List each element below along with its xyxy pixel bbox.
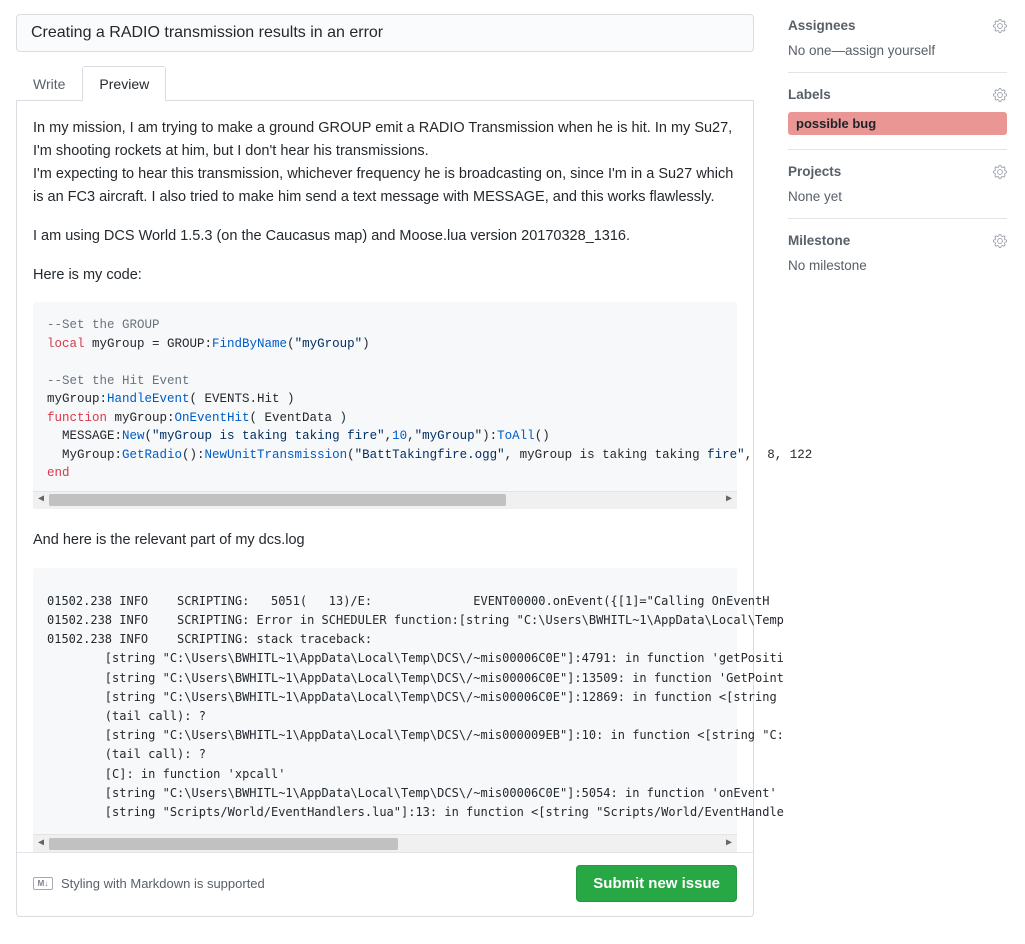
sidebar-section-assignees <box>788 18 1007 73</box>
sidebar-assignees-title: Assignees <box>788 18 856 33</box>
scroll-left-arrow-icon[interactable]: ◀ <box>37 494 45 506</box>
editor-tabs <box>16 66 754 101</box>
issue-body-preview <box>16 101 813 917</box>
code-block-lua <box>33 302 813 509</box>
sidebar-milestone-value: No milestone <box>788 258 867 273</box>
gear-icon[interactable] <box>993 234 1007 248</box>
preview-paragraph-1 <box>33 117 737 209</box>
sidebar-section-labels <box>788 87 1007 150</box>
gear-icon[interactable] <box>993 19 1007 33</box>
preview-paragraph-2: I am using DCS World 1.5.3 (on the Caucasus map) and Moose.lua version 20170328_1316. <box>33 227 630 244</box>
sidebar-projects-value: None yet <box>788 189 843 204</box>
sidebar-section-milestone <box>788 233 1007 287</box>
sidebar-projects-header <box>788 164 1007 179</box>
tab-preview[interactable]: Preview <box>82 66 166 101</box>
markdown-support-text: Styling with Markdown is supported <box>61 876 265 892</box>
preview-paragraph-4: And here is the relevant part of my dcs.log <box>33 531 305 548</box>
sidebar-assignees-value[interactable]: No one—assign yourself <box>788 43 936 58</box>
issue-title-input[interactable] <box>29 23 741 43</box>
sidebar-assignees-header <box>788 18 1007 33</box>
preview-paragraph-1-line-3: I'm expecting to hear this transmission, whichever frequency he is broadcasting on, since I'm in a Su27 which <box>33 165 734 182</box>
markdown-icon: M↓ <box>33 877 53 890</box>
submit-new-issue-button[interactable]: Submit new issue <box>576 865 737 902</box>
sidebar-section-projects <box>788 164 1007 219</box>
log-scroll-thumb[interactable] <box>49 838 398 850</box>
gear-icon[interactable] <box>993 165 1007 179</box>
preview-paragraph-3: Here is my code: <box>33 266 142 283</box>
code-block-lua-content: --Set the GROUP local myGroup = GROUP:FindByName("myGroup") --Set the Hit Event myGroup:HandleEvent( EVENTS.Hit ) function myGroup:OnEventHit( EventData ) MESSAGE:New("myGroup is taking taking fire",10,"myGroup"):ToAll() MyGroup:GetRadio():NewUnitTransmission("BattTakingfire.ogg", myGroup is taking taking fire", 8, 122 end <box>47 318 813 481</box>
preview-paragraph-1-line-4: is an FC3 aircraft. I also tried to make him send a text message with MESSAGE, and this works flawlessly. <box>33 188 715 205</box>
label-chip-possible-bug[interactable]: possible bug <box>788 112 1007 135</box>
code-block-lua-scrollbar[interactable] <box>33 491 737 509</box>
log-scroll-right-arrow-icon[interactable]: ▶ <box>725 837 733 849</box>
issue-sidebar <box>768 0 1025 944</box>
preview-paragraph-1-line-2: I'm shooting rockets at him, but I don't hear his transmissions. <box>33 142 429 159</box>
gear-icon[interactable] <box>993 88 1007 102</box>
markdown-support-note <box>33 876 265 891</box>
log-block-content: 01502.238 INFO SCRIPTING: 5051( 13)/E: EVENT00000.onEvent({[1]="Calling OnEventH 01502.238 INFO SCRIPTING: Error in SCHEDULER function:[string "C:\Users\BWHITL~1\AppData\Local\Temp 01502.238 INFO SCRIPTING: stack traceback: [string "C:\Users\BWHITL~1\AppData\Local\Temp\DCS\/~mis00006C0E"]:4791: in function 'getPositi [string "C:\Users\BWHITL~1\AppData\Local\Temp\DCS\/~mis00006C0E"]:13509: in function 'GetPoint [string "C:\Users\BWHITL~1\AppData\Local\Temp\DCS\/~mis00006C0E"]:12869: in function <[string (tail call): ? [string "C:\Users\BWHITL~1\AppData\Local\Temp\DCS\/~mis000009EB"]:10: in function <[string "C: (tail call): ? [C]: in function 'xpcall' [string "C:\Users\BWHITL~1\AppData\Local\Temp\DCS\/~mis00006C0E"]:5054: in function 'onEvent' [string "Scripts/World/EventHandlers.lua"]:13: in function <[string "Scripts/World/EventHandle <box>47 593 784 819</box>
sidebar-projects-title: Projects <box>788 164 842 179</box>
log-block-scrollbar[interactable] <box>33 834 737 852</box>
tab-write[interactable]: Write <box>33 76 66 92</box>
sidebar-milestone-title: Milestone <box>788 233 851 248</box>
scroll-right-arrow-icon[interactable]: ▶ <box>725 494 733 506</box>
sidebar-labels-title: Labels <box>788 87 831 102</box>
log-block <box>33 568 784 852</box>
preview-paragraph-1-line-1: In my mission, I am trying to make a ground GROUP emit a RADIO Transmission when he is hit. In my Su27, <box>33 120 733 136</box>
sidebar-labels-header <box>788 87 1007 102</box>
log-scroll-left-arrow-icon[interactable]: ◀ <box>37 837 45 849</box>
log-scroll-track[interactable] <box>49 835 721 853</box>
issue-title-field-wrapper[interactable] <box>16 14 754 52</box>
sidebar-milestone-header <box>788 233 1007 248</box>
code-scroll-track[interactable] <box>49 491 721 509</box>
code-scroll-thumb[interactable] <box>49 494 506 506</box>
issue-form-footer <box>17 852 753 916</box>
